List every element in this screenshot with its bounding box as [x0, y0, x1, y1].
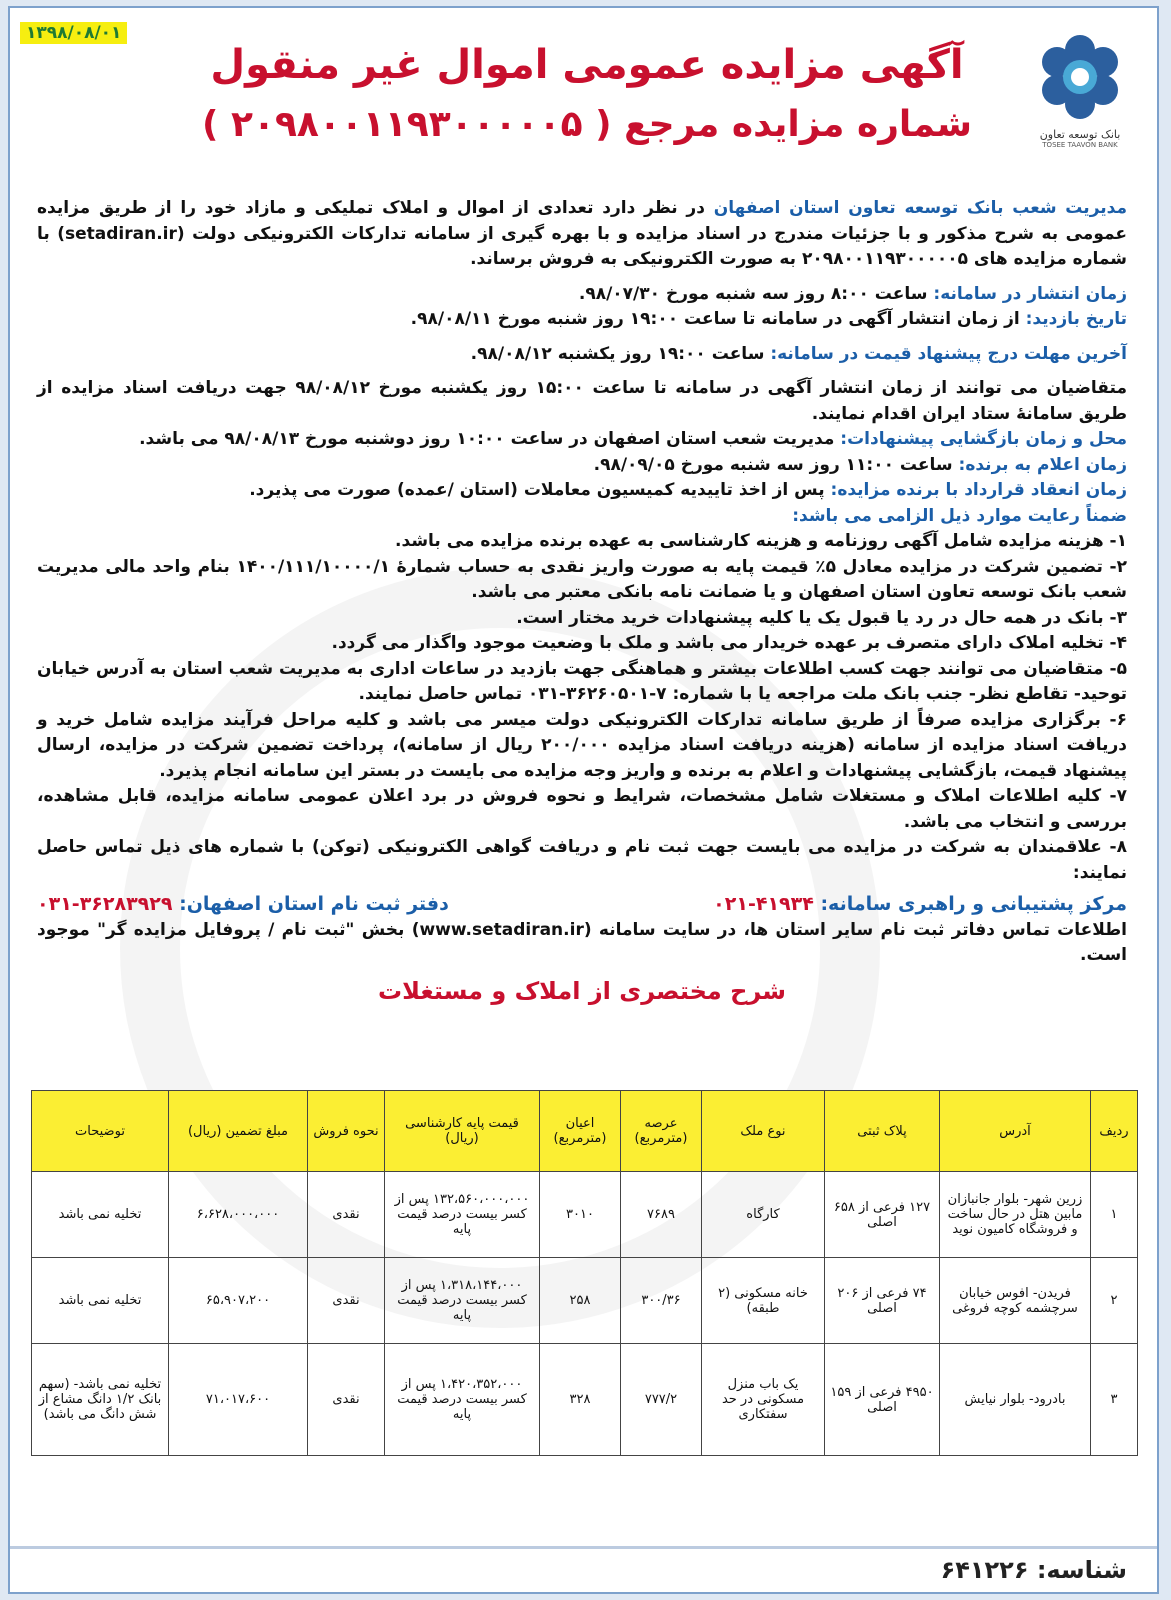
- table-row: ۱ زرین شهر- بلوار جانبازان مابین هتل در حال ساخت و فروشگاه کامیون نوید ۱۲۷ فرعی از ۶۵۸ اصلی کارگاه ۷۶۸۹ ۳۰۱۰ ۱۳۲،۵۶۰،۰۰۰،۰۰۰ پس از کسر بیست درصد قیمت پایه نقدی ۶،۶۲۸،۰۰۰،۰۰۰ تخلیه نمی باشد: [32, 1172, 1138, 1258]
- col-header-row-number: ردیف: [1091, 1091, 1138, 1172]
- bank-name-latin: TOSEE TAAVON BANK: [1042, 141, 1118, 149]
- detail-contract: زمان انعقاد قرارداد با برنده مزایده: پس از اخذ تاییدیه کمیسیون معاملات (استان /عمده) صورت می پذیرد.: [249, 480, 1127, 500]
- ad-reference-number: شماره مزایده مرجع ( ۲۰۹۸۰۰۱۱۹۳۰۰۰۰۰۵ ): [202, 104, 972, 145]
- properties-table: [31, 1090, 1138, 1456]
- ad-page: [8, 6, 1159, 1594]
- schedule-visit: تاریخ بازدید: از زمان انتشار آگهی در سامانه تا ساعت ۱۹:۰۰ روز شنبه مورخ ۹۸/۰۸/۱۱.: [410, 309, 1127, 329]
- office-phone: ۳۶۲۸۳۹۲۹-۰۳۱: [37, 893, 180, 915]
- col-header-address: آدرس: [940, 1091, 1091, 1172]
- bank-logo: [1017, 30, 1143, 149]
- col-header-land-area: عرصه (مترمربع): [621, 1091, 702, 1172]
- col-header-building-area: اعیان (مترمربع): [540, 1091, 621, 1172]
- condition-item: ۳- بانک در همه حال در رد یا قبول یک یا کلیه پیشنهادات خرید مختار است.: [516, 607, 1127, 628]
- condition-item: ۵- متقاضیان می توانند جهت کسب اطلاعات بیشتر و هماهنگی جهت بازدید در ساعات اداری به مدیریت شعب استان به آدرس خیابان توحید- تقاطع نظر- جنب بانک ملت مراجعه یا با شماره: ۷-۳۶۲۶۰۵۰۱-۰۳۱ تماس حاصل نمایند.: [37, 658, 1127, 704]
- col-header-notes: توضیحات: [32, 1091, 169, 1172]
- condition-item: ۶- برگزاری مزایده صرفاً از طریق سامانه تدارکات الکترونیکی دولت میسر می باشد و کلیه مراحل فرآیند مزایده شامل خرید و دریافت اسناد مزایده از سامانه (هزینه دریافت اسناد مزایده ۲۰۰/۰۰۰ ریال از سامانه)، پرداخت تضمین شرکت در مزایده، ارسال پیشنهاد قیمت، بازگشایی پیشنهادات و اعلام به برنده و واریز وجه مزایده می بایست در بستر این سامانه انجام پذیرد.: [37, 709, 1127, 781]
- col-header-sale-method: نحوه فروش: [308, 1091, 385, 1172]
- col-header-guarantee: مبلغ تضمین (ریال): [169, 1091, 308, 1172]
- table-title: شرح مختصری از املاک و مستغلات: [378, 976, 786, 1005]
- bank-name: بانک توسعه تعاون: [1039, 128, 1121, 141]
- intro-text: در نظر دارد تعدادی از اموال و املاک تملیکی و مازاد خود را از طریق مزایده عمومی به شرح مذکور و با جزئیات مندرج در اسناد مزایده و با بهره گیری از سامانه تدارکات الکترونیکی دولت (setadiran.ir) با شماره مزایده های ۲۰۹۸۰۰۱۱۹۳۰۰۰۰۰۵ به صورت الکترونیکی به فروش برساند.: [37, 198, 1127, 269]
- docs-paragraph: متقاضیان می توانند از زمان انتشار آگهی در سامانه تا ساعت ۱۵:۰۰ روز یکشنبه مورخ ۹۸/۰۸/۱۲ جهت دریافت اسناد مزایده از طریق سامانۀ ستاد ایران اقدام نمایند.: [37, 378, 1127, 424]
- schedule-deadline: آخرین مهلت درج پیشنهاد قیمت در سامانه: ساعت ۱۹:۰۰ روز یکشنبه ۹۸/۰۸/۱۲.: [470, 343, 1127, 364]
- registration-info: اطلاعات تماس دفاتر ثبت نام سایر استان ها، در سایت سامانه (www.setadiran.ir) بخش "ثبت نام / پروفایل مزایده گر" موجود است.: [37, 919, 1128, 965]
- office-contact: دفتر ثبت نام استان اصفهان: ۳۶۲۸۳۹۲۹-۰۳۱: [37, 893, 449, 915]
- date-stamp: ۱۳۹۸/۰۸/۰۱: [20, 22, 127, 44]
- condition-item: ۷- کلیه اطلاعات املاک و مستغلات شامل مشخصات، شرایط و نحوه فروش در برد اعلان عمومی سامانه مزایده، قابل مشاهده، بررسی و انتخاب می باشد.: [37, 786, 1127, 832]
- col-header-type: نوع ملک: [702, 1091, 825, 1172]
- col-header-base-price: قیمت پایه کارشناسی (ریال): [385, 1091, 540, 1172]
- condition-item: ۴- تخلیه املاک دارای متصرف بر عهده خریدار می باشد و ملک با وضعیت موجود واگذار می گردد.: [331, 633, 1127, 653]
- intro-org: مدیریت شعب بانک توسعه تعاون استان اصفهان: [713, 198, 1127, 218]
- schedule-publish: زمان انتشار در سامانه: ساعت ۸:۰۰ روز سه شنبه مورخ ۹۸/۰۷/۳۰.: [578, 283, 1127, 304]
- condition-item: ۸- علاقمندان به شرکت در مزایده می بایست جهت ثبت نام و دریافت گواهی الکترونیکی (توکن) با شماره های ذیل تماس حاصل نمایند:: [37, 837, 1127, 883]
- detail-winner: زمان اعلام به برنده: ساعت ۱۱:۰۰ روز سه شنبه مورخ ۹۸/۰۹/۰۵.: [593, 454, 1127, 475]
- condition-item: ۱- هزینه مزایده شامل آگهی روزنامه و هزینه کارشناسی به عهده برنده مزایده می باشد.: [395, 531, 1127, 551]
- ad-body: [37, 196, 1127, 1004]
- ad-id: شناسه: ۶۴۱۲۲۶: [940, 1556, 1127, 1584]
- bank-logo-icon: [1032, 30, 1128, 126]
- table-row: ۳ بادرود- بلوار نیایش ۴۹۵۰ فرعی از ۱۵۹ اصلی یک باب منزل مسکونی در حد سفتکاری ۷۷۷/۲ ۳۲۸ ۱،۴۲۰،۳۵۲،۰۰۰ پس از کسر بیست درصد قیمت پایه نقدی ۷۱،۰۱۷،۶۰۰ تخلیه نمی باشد- (سهم بانک ۱/۲ دانگ مشاع از شش دانگ می باشد): [32, 1344, 1138, 1456]
- footer-divider: [10, 1546, 1157, 1549]
- intro-paragraph: [37, 196, 1127, 273]
- table-header-row: [32, 1091, 1138, 1172]
- support-phone: ۴۱۹۳۴-۰۲۱: [713, 893, 821, 915]
- detail-opening: محل و زمان بازگشایی پیشنهادات: مدیریت شعب استان اصفهان در ساعت ۱۰:۰۰ روز دوشنبه مورخ ۹۸/۰۸/۱۳ می باشد.: [139, 429, 1127, 449]
- table-row: ۲ فریدن- افوس خیابان سرچشمه کوچه فروغی ۷۴ فرعی از ۲۰۶ اصلی خانه مسکونی (۲ طبقه) ۳۰۰/۳۶ ۲۵۸ ۱،۳۱۸،۱۴۴،۰۰۰ پس از کسر بیست درصد قیمت پایه نقدی ۶۵،۹۰۷،۲۰۰ تخلیه نمی باشد: [32, 1258, 1138, 1344]
- col-header-plate: پلاک ثبتی: [825, 1091, 940, 1172]
- support-contact: مرکز پشتیبانی و راهبری سامانه: ۴۱۹۳۴-۰۲۱: [713, 893, 1127, 915]
- conditions-title: ضمناً رعایت موارد ذیل الزامی می باشد:: [792, 505, 1127, 526]
- ad-title: آگهی مزایده عمومی اموال غیر منقول: [210, 42, 964, 88]
- contact-numbers: [37, 892, 1127, 918]
- condition-item: ۲- تضمین شرکت در مزایده معادل ۵٪ قیمت پایه به صورت واریز نقدی به حساب شمارۀ ۱۴۰۰/۱۱۱/۱۰۰۰۰/۱ بنام واحد مالی مدیریت شعب بانک توسعه تعاون استان اصفهان و یا ضمانت نامه بانکی معتبر می باشد.: [37, 556, 1128, 602]
